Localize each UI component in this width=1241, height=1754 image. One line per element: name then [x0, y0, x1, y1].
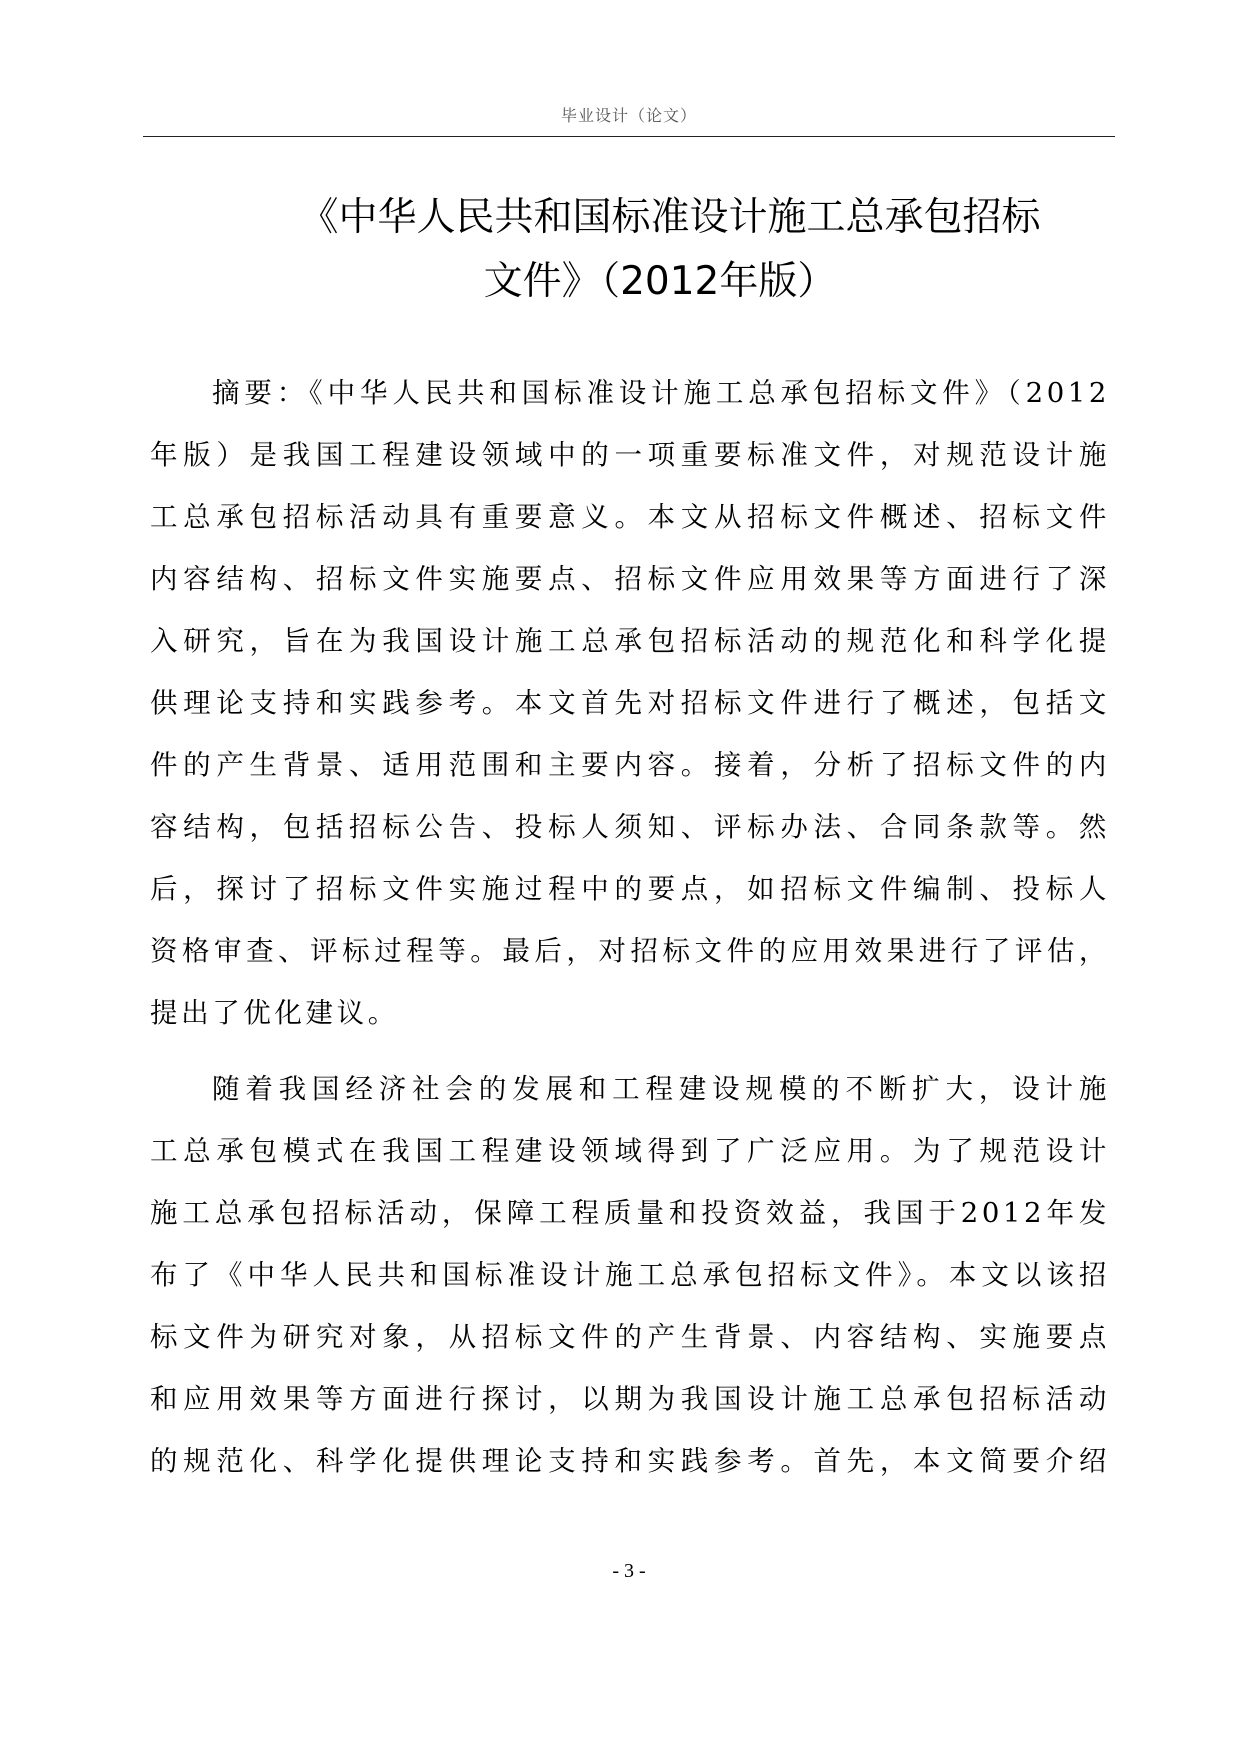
abstract-line: 内容结构、招标文件实施要点、招标文件应用效果等方面进行了深 — [150, 563, 1110, 595]
abstract-line: 年版）是我国工程建设领域中的一项重要标准文件，对规范设计施 — [150, 439, 1110, 471]
body-line: 工总承包模式在我国工程建设领域得到了广泛应用。为了规范设计 — [150, 1135, 1110, 1167]
title-line-2: 文件》（2012年版） — [483, 259, 837, 304]
body-line: 和应用效果等方面进行探讨，以期为我国设计施工总承包招标活动 — [150, 1383, 1110, 1415]
abstract-line: 供理论支持和实践参考。本文首先对招标文件进行了概述，包括文 — [150, 687, 1110, 719]
abstract-line: 资格审查、评标过程等。最后，对招标文件的应用效果进行了评估， — [150, 935, 1110, 967]
page-header: 毕业设计（论文） — [560, 106, 697, 125]
body-line: 的规范化、科学化提供理论支持和实践参考。首先，本文简要介绍 — [150, 1445, 1110, 1477]
abstract-paragraph — [150, 362, 1110, 1044]
body-paragraph — [150, 1058, 1110, 1492]
abstract-line: 工总承包招标活动具有重要意义。本文从招标文件概述、招标文件 — [150, 501, 1110, 533]
abstract-line: 件的产生背景、适用范围和主要内容。接着，分析了招标文件的内 — [150, 749, 1110, 781]
document-title — [150, 186, 1110, 314]
abstract-line: 摘要：《中华人民共和国标准设计施工总承包招标文件》（2012 — [212, 377, 1110, 409]
header-divider — [143, 136, 1115, 137]
title-line-1: 《中华人民共和国标准设计施工总承包招标 — [299, 195, 1041, 240]
abstract-line: 提出了优化建议。 — [150, 997, 399, 1029]
abstract-line: 入研究，旨在为我国设计施工总承包招标活动的规范化和科学化提 — [150, 625, 1110, 657]
body-line: 标文件为研究对象，从招标文件的产生背景、内容结构、实施要点 — [150, 1321, 1110, 1353]
abstract-line: 容结构，包括招标公告、投标人须知、评标办法、合同条款等。然 — [150, 811, 1110, 843]
body-line: 布了《中华人民共和国标准设计施工总承包招标文件》。本文以该招 — [150, 1259, 1110, 1291]
body-line: 施工总承包招标活动，保障工程质量和投资效益，我国于2012年发 — [150, 1197, 1110, 1229]
page-number: - 3 - — [612, 1560, 646, 1582]
body-line: 随着我国经济社会的发展和工程建设规模的不断扩大，设计施 — [212, 1073, 1110, 1105]
abstract-line: 后，探讨了招标文件实施过程中的要点，如招标文件编制、投标人 — [150, 873, 1110, 905]
